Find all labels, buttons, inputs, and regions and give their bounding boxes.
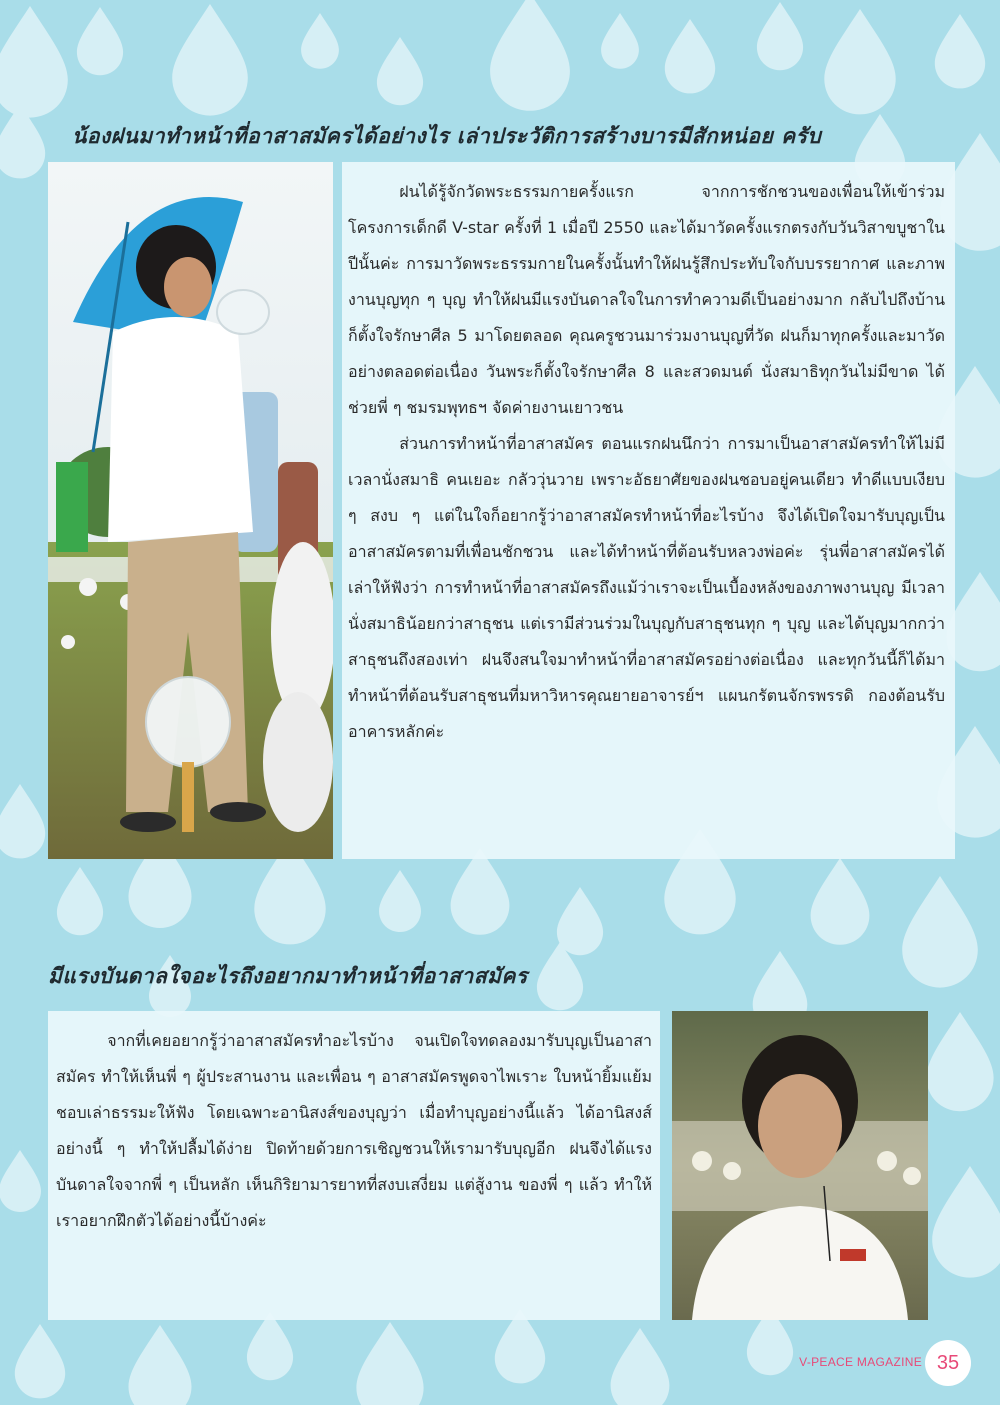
page-number: 35 bbox=[925, 1340, 971, 1386]
section-1-heading: น้องฝนมาทำหน้าที่อาสาสมัครได้อย่างไร เล่าประวัติการสร้างบารมีสักหน่อย ครับ bbox=[72, 123, 822, 148]
section-1-paragraph-2: ส่วนการทำหน้าที่อาสาสมัคร ตอนแรกฝนนึกว่า การมาเป็นอาสาสมัครทำให้ไม่มีเวลานั่งสมาธิ คนเยอะ กลัววุ่นวาย เพราะอัธยาศัยของฝนชอบอยู่คนเดียว ทำดีแบบเงียบ ๆ สงบ ๆ แต่ในใจก็อยากรู้ว่าอาสาสมัครทำหน้าที่อะไรบ้าง จึงได้เปิดใจมารับบุญเป็นอาสาสมัครตามที่เพื่อนชักชวน และได้ทำหน้าที่ต้อนรับหลวงพ่อค่ะ รุ่นพี่อาสาสมัครได้เล่าให้ฟังว่า การทำหน้าที่อาสาสมัครถึงแม้ว่าเราจะเป็นเบื้องหลังของภาพงานบุญ มีเวลานั่งสมาธิน้อยกว่าสาธุชน แต่เรามีส่วนร่วมในบุญกับสาธุชนทุก ๆ บุญ และได้บุญมากกว่าสาธุชนถึงสองเท่า ฝนจึงสนใจมาทำหน้าที่อาสาสมัครอย่างต่อเนื่อง และทุกวันนี้ก็ได้มาทำหน้าที่ต้อนรับสาธุชนที่มหาวิหารคุณยายอาจารย์ฯ แผนกรัตนจักรพรรดิ กองต้อนรับอาคารหลักค่ะ bbox=[348, 434, 945, 741]
portrait-photo bbox=[672, 1011, 928, 1320]
section-1-text-panel bbox=[342, 162, 955, 859]
section-2-text-panel bbox=[48, 1011, 660, 1320]
section-2-heading: มีแรงบันดาลใจอะไรถึงอยากมาทำหน้าที่อาสาสมัคร bbox=[48, 963, 528, 988]
section-2-paragraph-1: จากที่เคยอยากรู้ว่าอาสาสมัครทำอะไรบ้าง จนเปิดใจทดลองมารับบุญเป็นอาสาสมัคร ทำให้เห็นพี่ ๆ ผู้ประสานงาน และเพื่อน ๆ อาสาสมัครพูดจาไพเราะ ใบหน้ายิ้มแย้ม ชอบเล่าธรรมะให้ฟัง โดยเฉพาะอานิสงส์ของบุญว่า เมื่อทำบุญอย่างนี้แล้ว ได้อานิสงส์อย่างนี้ ๆ ทำให้ปลื้มได้ง่าย ปิดท้ายด้วยการเชิญชวนให้เรามารับบุญอีก ฝนจึงได้แรงบันดาลใจจากพี่ ๆ เป็นหลัก เห็นกิริยามารยาทที่สงบเสงี่ยม แต่สู้งาน ของพี่ ๆ แล้ว ทำให้เราอยากฝึกตัวได้อย่างนี้บ้างค่ะ bbox=[56, 1031, 652, 1230]
volunteer-photo bbox=[48, 162, 333, 859]
section-1-paragraph-1: ฝนได้รู้จักวัดพระธรรมกายครั้งแรก จากการชักชวนของเพื่อนให้เข้าร่วมโครงการเด็กดี V-star ครั้งที่ 1 เมื่อปี 2550 และได้มาวัดครั้งแรกตรงกับวันวิสาขบูชาในปีนั้นค่ะ การมาวัดพระธรรมกายในครั้งนั้นทำให้ฝนรู้สึกประทับใจกับบรรยากาศ และภาพงานบุญทุก ๆ บุญ ทำให้ฝนมีแรงบันดาลใจในการทำความดีเป็นอย่างมาก กลับไปถึงบ้านก็ตั้งใจรักษาศีล 5 มาโดยตลอด คุณครูชวนมาร่วมงานบุญที่วัด ฝนก็มาทุกครั้งและมาวัดอย่างตลอดต่อเนื่อง วันพระก็ตั้งใจรักษาศีล 8 และสวดมนต์ นั่งสมาธิทุกวันไม่มีขาด ได้ช่วยพี่ ๆ ชมรมพุทธฯ จัดค่ายงานเยาวชน bbox=[348, 182, 945, 417]
magazine-name: V-PEACE MAGAZINE bbox=[799, 1355, 922, 1369]
